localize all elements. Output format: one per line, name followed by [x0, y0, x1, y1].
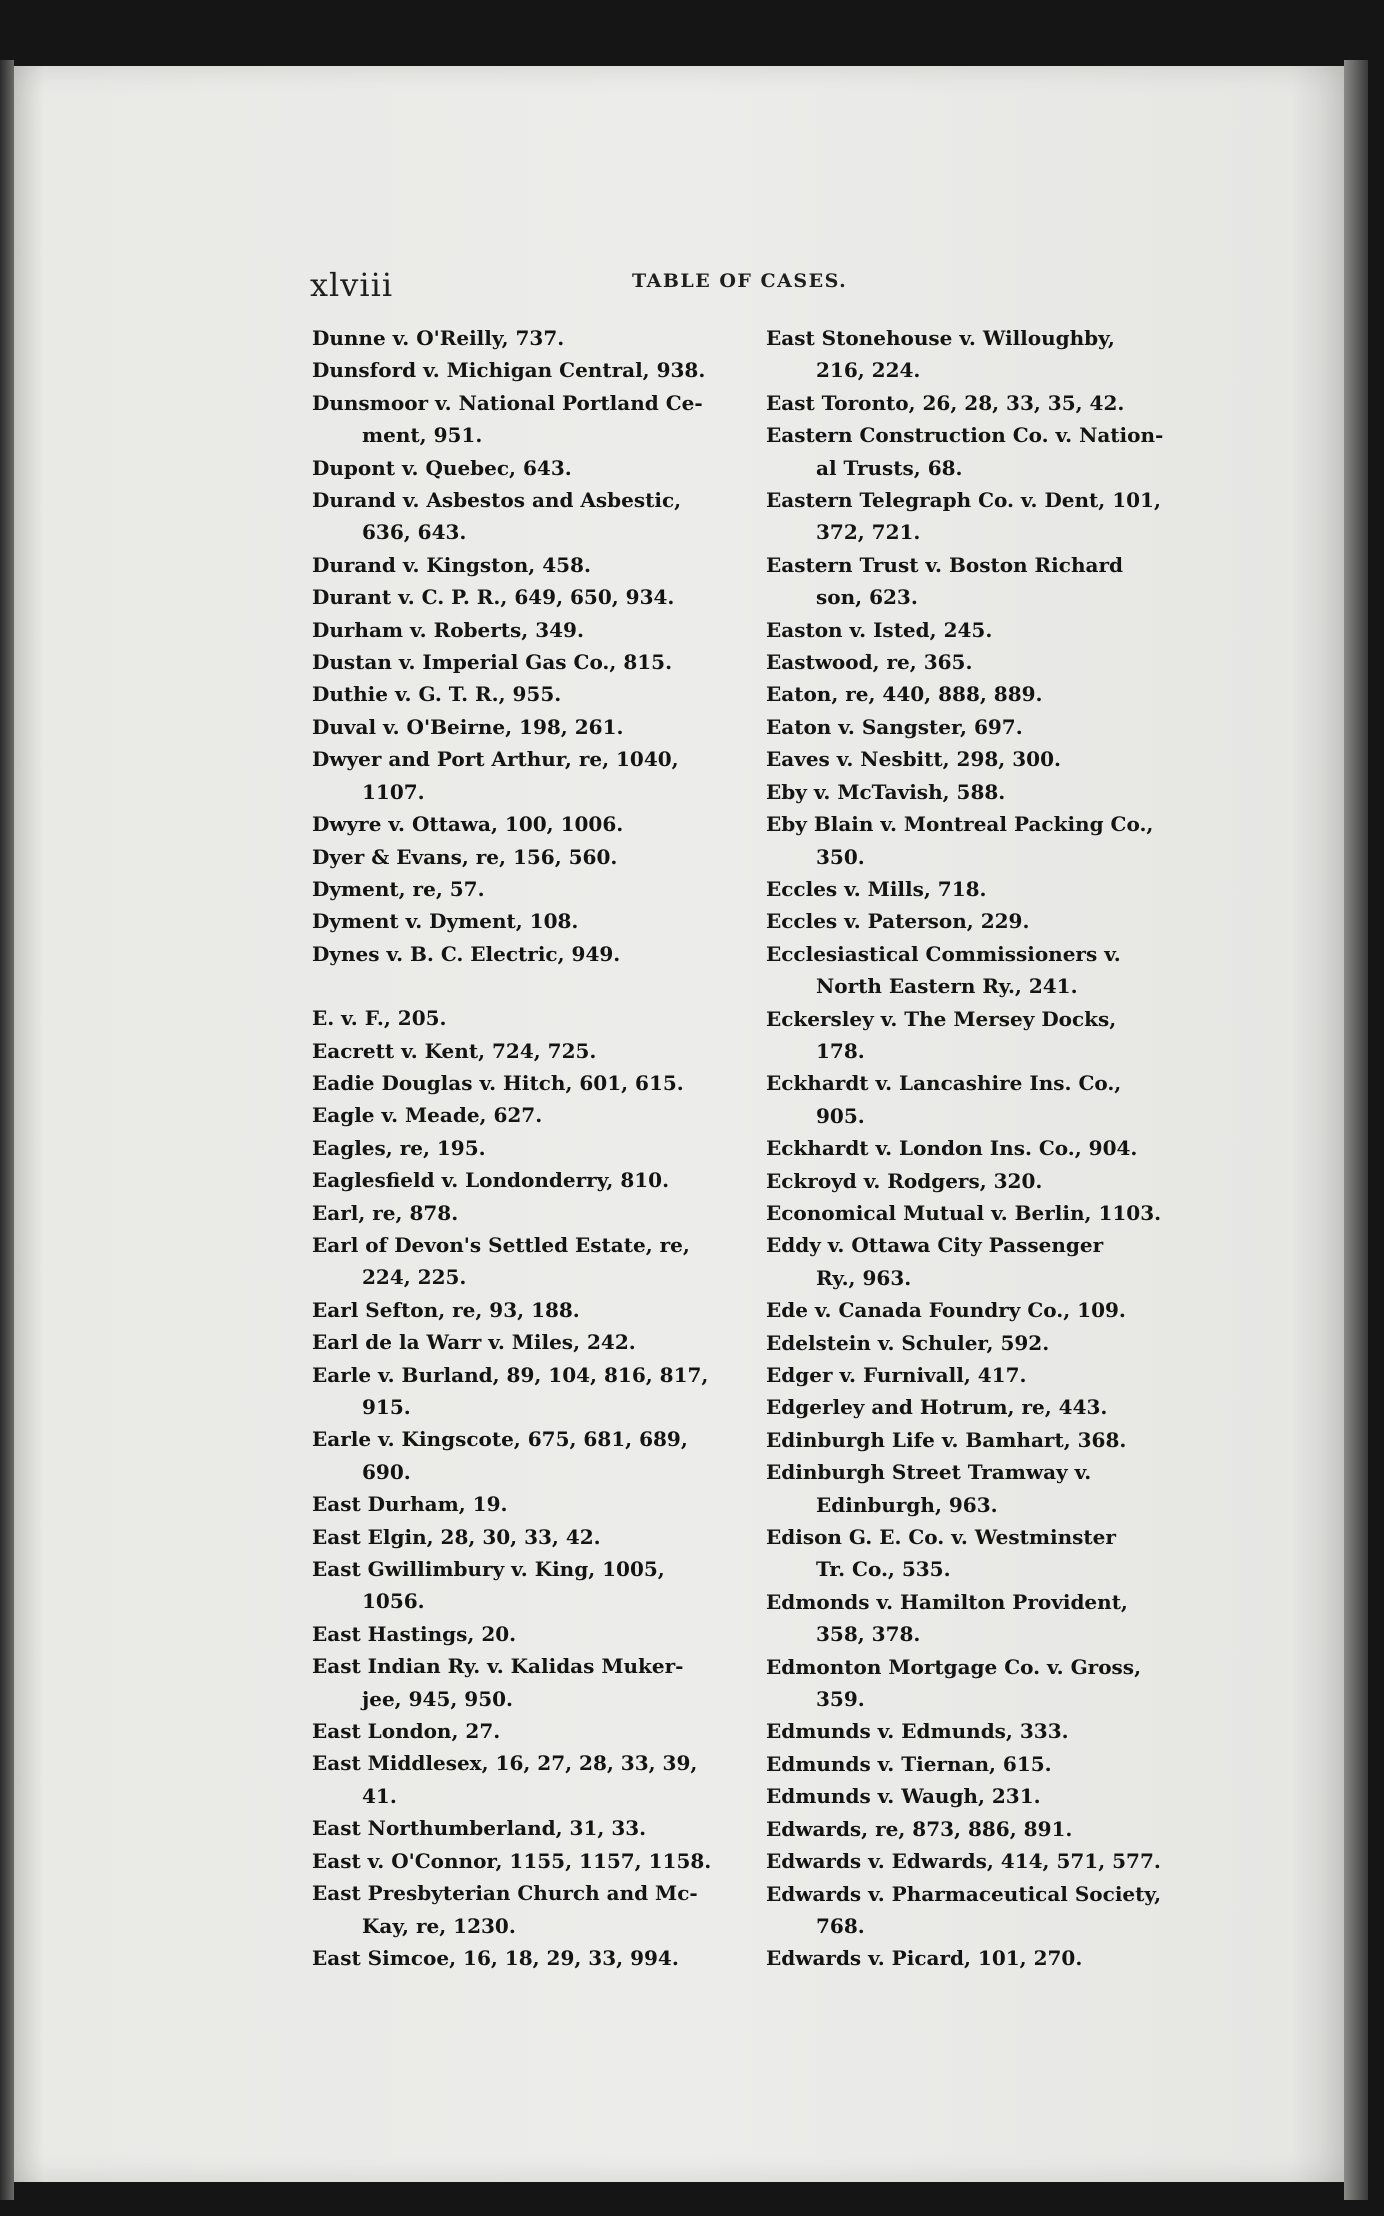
case-entry-continuation: 359. — [816, 1687, 865, 1712]
case-entry — [766, 484, 1218, 549]
case-entry-continuation: ment, 951. — [362, 423, 483, 448]
case-entry-continuation: 178. — [816, 1038, 865, 1063]
case-entry — [312, 678, 764, 710]
case-entry-text: Earl de la Warr v. Miles, 242. — [312, 1330, 636, 1355]
case-entry — [766, 776, 1218, 808]
case-entry — [766, 905, 1218, 937]
case-entry — [312, 1035, 764, 1067]
case-entry-text: Eastwood, re, 365. — [766, 650, 973, 675]
case-entry-text: Ecclesiastical Commissioners v. — [766, 941, 1121, 966]
case-entry-text: Dyment v. Dyment, 108. — [312, 909, 579, 934]
case-entry-text: East Hastings, 20. — [312, 1621, 517, 1646]
case-entry-text: Eckersley v. The Mersey Docks, — [766, 1006, 1117, 1031]
case-entry-text: Economical Mutual v. Berlin, 1103. — [766, 1200, 1162, 1225]
case-entry — [766, 387, 1218, 419]
case-entry-continuation: 1056. — [362, 1589, 425, 1614]
case-entry-continuation: 905. — [816, 1103, 865, 1128]
case-entry-continuation: 372, 721. — [816, 520, 921, 545]
case-entry-continuation: 915. — [362, 1395, 411, 1419]
case-entry — [312, 938, 764, 970]
case-entry — [312, 646, 764, 678]
case-entry-text: Durant v. C. P. R., 649, 650, 934. — [312, 585, 675, 610]
case-entry — [766, 1456, 1218, 1521]
case-entry-text: Dunne v. O'Reilly, 737. — [312, 326, 565, 350]
case-entry — [766, 1132, 1218, 1164]
case-entry — [312, 1488, 764, 1520]
case-entry — [312, 1294, 764, 1326]
case-entry — [766, 711, 1218, 743]
case-entry — [312, 841, 764, 873]
case-entry-text: Durand v. Asbestos and Asbestic, — [312, 488, 682, 513]
case-entry-text: Dyer & Evans, re, 156, 560. — [312, 844, 618, 869]
case-entry — [312, 905, 764, 937]
case-entry — [312, 1521, 764, 1553]
case-entry — [312, 711, 764, 743]
case-entry-text: Eaton, re, 440, 888, 889. — [766, 682, 1043, 707]
case-entry — [766, 873, 1218, 905]
case-entry-continuation: 216, 224. — [816, 358, 921, 383]
case-entry-text: Eaton v. Sangster, 697. — [766, 714, 1023, 739]
case-entry-continuation: son, 623. — [816, 585, 918, 610]
case-entry-text: Eckhardt v. London Ins. Co., 904. — [766, 1136, 1138, 1161]
case-entry — [312, 581, 764, 613]
case-entry-continuation: al Trusts, 68. — [816, 455, 963, 480]
page-edge — [1344, 60, 1368, 2200]
case-entry — [312, 1229, 764, 1294]
case-entry-text: Edmunds v. Waugh, 231. — [766, 1784, 1041, 1809]
case-entry — [766, 1651, 1218, 1716]
case-entry — [766, 1165, 1218, 1197]
case-entry-text: Edmonton Mortgage Co. v. Gross, — [766, 1654, 1142, 1679]
case-entry-text: Earl Sefton, re, 93, 188. — [312, 1297, 580, 1322]
case-entry-text: Easton v. Isted, 245. — [766, 617, 993, 642]
case-entry-text: Eastern Telegraph Co. v. Dent, 101, — [766, 488, 1161, 513]
case-entry-text: Dupont v. Quebec, 643. — [312, 455, 572, 480]
case-entry-text: Edwards v. Edwards, 414, 571, 577. — [766, 1849, 1161, 1874]
case-entry — [312, 322, 764, 354]
case-entry-text: Eadie Douglas v. Hitch, 601, 615. — [312, 1070, 684, 1095]
case-entry-continuation: 41. — [362, 1783, 397, 1808]
case-entry-text: Eacrett v. Kent, 724, 725. — [312, 1038, 597, 1063]
case-entry — [312, 1132, 764, 1164]
case-entry-text: East Stonehouse v. Willoughby, — [766, 326, 1115, 350]
case-entry — [766, 1229, 1218, 1294]
case-entry-text: East Toronto, 26, 28, 33, 35, 42. — [766, 390, 1125, 415]
case-entry-continuation: 690. — [362, 1459, 411, 1484]
case-entry-text: Eccles v. Mills, 718. — [766, 876, 987, 901]
case-entry — [766, 1294, 1218, 1326]
case-entry — [766, 1845, 1218, 1877]
section-gap — [312, 970, 764, 1002]
case-entry-text: East Indian Ry. v. Kalidas Muker- — [312, 1654, 684, 1679]
case-entry-text: Eastern Construction Co. v. Nation- — [766, 423, 1164, 448]
case-entry-text: Eaves v. Nesbitt, 298, 300. — [766, 747, 1061, 772]
case-entry — [312, 1877, 764, 1942]
page-folio: xlviii — [310, 266, 394, 304]
case-entry-text: Edinburgh Street Tramway v. — [766, 1460, 1092, 1485]
case-entry — [766, 1748, 1218, 1780]
page-header — [310, 262, 1210, 312]
case-entry-text: Edmunds v. Edmunds, 333. — [766, 1719, 1069, 1744]
case-entry-text: East London, 27. — [312, 1719, 501, 1744]
case-entry-text: Duthie v. G. T. R., 955. — [312, 682, 562, 707]
case-entry-text: Eagles, re, 195. — [312, 1135, 486, 1160]
case-entry-text: Edelstein v. Schuler, 592. — [766, 1330, 1050, 1355]
case-entry — [312, 808, 764, 840]
case-entry — [312, 484, 764, 549]
case-entry — [312, 1942, 764, 1974]
case-entry — [766, 1521, 1218, 1586]
case-entry-text: Edison G. E. Co. v. Westminster — [766, 1525, 1116, 1550]
case-entry — [766, 1586, 1218, 1651]
case-entry-continuation: jee, 945, 950. — [362, 1686, 513, 1711]
case-entry-continuation: 350. — [816, 844, 865, 869]
case-entry — [766, 1197, 1218, 1229]
case-entry — [312, 1747, 764, 1812]
case-entry — [766, 1878, 1218, 1943]
case-entry-text: East Elgin, 28, 30, 33, 42. — [312, 1524, 601, 1549]
binding-shadow — [0, 60, 14, 2200]
case-entry — [312, 1423, 764, 1488]
case-entry-continuation: Ry., 963. — [816, 1265, 912, 1290]
case-entry-text: Dwyer and Port Arthur, re, 1040, — [312, 747, 679, 772]
case-entry-text: East v. O'Connor, 1155, 1157, 1158. — [312, 1848, 712, 1873]
case-entry — [766, 1327, 1218, 1359]
case-entry — [312, 354, 764, 386]
case-entry — [766, 322, 1218, 387]
case-entry — [312, 452, 764, 484]
case-entry-text: Eddy v. Ottawa City Passenger — [766, 1233, 1104, 1258]
case-entry — [766, 743, 1218, 775]
running-title: TABLE OF CASES. — [632, 270, 848, 292]
case-entry — [766, 1942, 1218, 1974]
case-entry — [312, 549, 764, 581]
case-entry — [766, 1813, 1218, 1845]
case-entry-text: Earl of Devon's Settled Estate, re, — [312, 1232, 690, 1257]
case-entry — [766, 1003, 1218, 1068]
case-entry-continuation: Kay, re, 1230. — [362, 1913, 516, 1938]
case-entry-text: Edinburgh Life v. Bamhart, 368. — [766, 1427, 1127, 1452]
case-entry — [766, 1780, 1218, 1812]
case-entry-continuation: Edinburgh, 963. — [816, 1492, 998, 1517]
right-column — [766, 322, 1218, 1975]
case-entry — [766, 1067, 1218, 1132]
case-entry-text: Earle v. Burland, 89, 104, 816, 817, — [312, 1362, 709, 1387]
case-entry — [312, 1099, 764, 1131]
case-entry-text: Edger v. Furnivall, 417. — [766, 1363, 1027, 1387]
case-entry-text: Edmonds v. Hamilton Provident, — [766, 1589, 1128, 1614]
case-entry — [312, 1002, 764, 1034]
case-entry — [312, 1326, 764, 1358]
case-entry-text: Eccles v. Paterson, 229. — [766, 909, 1030, 934]
case-entry-continuation: Tr. Co., 535. — [816, 1557, 951, 1582]
case-entry-text: Duval v. O'Beirne, 198, 261. — [312, 714, 624, 739]
case-entry-text: East Presbyterian Church and Mc- — [312, 1881, 698, 1906]
case-entry — [766, 1424, 1218, 1456]
case-entry-text: Eckhardt v. Lancashire Ins. Co., — [766, 1071, 1122, 1096]
case-entry-text: Dunsford v. Michigan Central, 938. — [312, 358, 706, 383]
case-entry-text: Earl, re, 878. — [312, 1200, 459, 1225]
case-entry-text: Eby v. McTavish, 588. — [766, 779, 1006, 804]
case-entry — [766, 678, 1218, 710]
case-entry — [766, 419, 1218, 484]
case-entry — [312, 1812, 764, 1844]
case-entry-text: Ede v. Canada Foundry Co., 109. — [766, 1298, 1126, 1323]
case-entry — [312, 1650, 764, 1715]
case-entry — [312, 1715, 764, 1747]
case-entry-text: Eby Blain v. Montreal Packing Co., — [766, 812, 1154, 837]
case-entry-text: Edmunds v. Tiernan, 615. — [766, 1751, 1052, 1776]
case-entry — [766, 614, 1218, 646]
case-entry-continuation: 1107. — [362, 779, 425, 804]
case-entry — [312, 1359, 764, 1424]
case-entry — [766, 1359, 1218, 1391]
case-entry — [766, 938, 1218, 1003]
case-entry-text: East Middlesex, 16, 27, 28, 33, 39, — [312, 1751, 698, 1776]
case-entry — [312, 1618, 764, 1650]
case-entry-text: Dynes v. B. C. Electric, 949. — [312, 941, 621, 966]
case-entry-text: Eastern Trust v. Boston Richard — [766, 552, 1123, 577]
case-entry-text: E. v. F., 205. — [312, 1006, 447, 1031]
case-entry — [766, 549, 1218, 614]
case-entry-text: Edwards v. Pharmaceutical Society, — [766, 1881, 1162, 1906]
case-entry-continuation: 224, 225. — [362, 1265, 467, 1290]
case-entry-text: Dustan v. Imperial Gas Co., 815. — [312, 650, 673, 675]
case-entry-text: East Simcoe, 16, 18, 29, 33, 994. — [312, 1945, 679, 1970]
case-entry — [312, 743, 764, 808]
case-entry-text: Dwyre v. Ottawa, 100, 1006. — [312, 812, 624, 837]
case-entry-text: Eckroyd v. Rodgers, 320. — [766, 1168, 1043, 1193]
case-entry-text: Durand v. Kingston, 458. — [312, 552, 591, 577]
case-entry — [312, 1164, 764, 1196]
case-entry-text: Edwards v. Picard, 101, 270. — [766, 1946, 1083, 1971]
case-entry-text: Edwards, re, 873, 886, 891. — [766, 1816, 1073, 1841]
case-entry-text: Durham v. Roberts, 349. — [312, 617, 584, 642]
case-entry — [312, 387, 764, 452]
case-entry-text: East Northumberland, 31, 33. — [312, 1816, 647, 1841]
case-entry — [312, 1067, 764, 1099]
case-entry — [312, 614, 764, 646]
case-entry — [766, 1391, 1218, 1423]
case-entry — [766, 1715, 1218, 1747]
case-entry-text: Earle v. Kingscote, 675, 681, 689, — [312, 1427, 688, 1452]
case-entry — [766, 646, 1218, 678]
case-entry-text: Edgerley and Hotrum, re, 443. — [766, 1395, 1108, 1420]
case-entry-text: Eaglesfield v. Londonderry, 810. — [312, 1168, 670, 1193]
case-entry-text: East Gwillimbury v. King, 1005, — [312, 1557, 665, 1582]
case-entry-text: Dunsmoor v. National Portland Ce- — [312, 390, 703, 415]
case-entry-continuation: 358, 378. — [816, 1622, 921, 1647]
case-entry-text: Dyment, re, 57. — [312, 876, 485, 901]
case-entry-text: East Durham, 19. — [312, 1492, 508, 1517]
case-entry — [312, 1845, 764, 1877]
case-entry — [312, 873, 764, 905]
left-column — [312, 322, 764, 1974]
case-entry — [312, 1553, 764, 1618]
case-entry — [766, 808, 1218, 873]
case-entry-continuation: North Eastern Ry., 241. — [816, 974, 1078, 999]
case-entry-continuation: 636, 643. — [362, 520, 467, 545]
case-entry-continuation: 768. — [816, 1913, 865, 1938]
case-entry — [312, 1197, 764, 1229]
case-entry-text: Eagle v. Meade, 627. — [312, 1103, 543, 1128]
